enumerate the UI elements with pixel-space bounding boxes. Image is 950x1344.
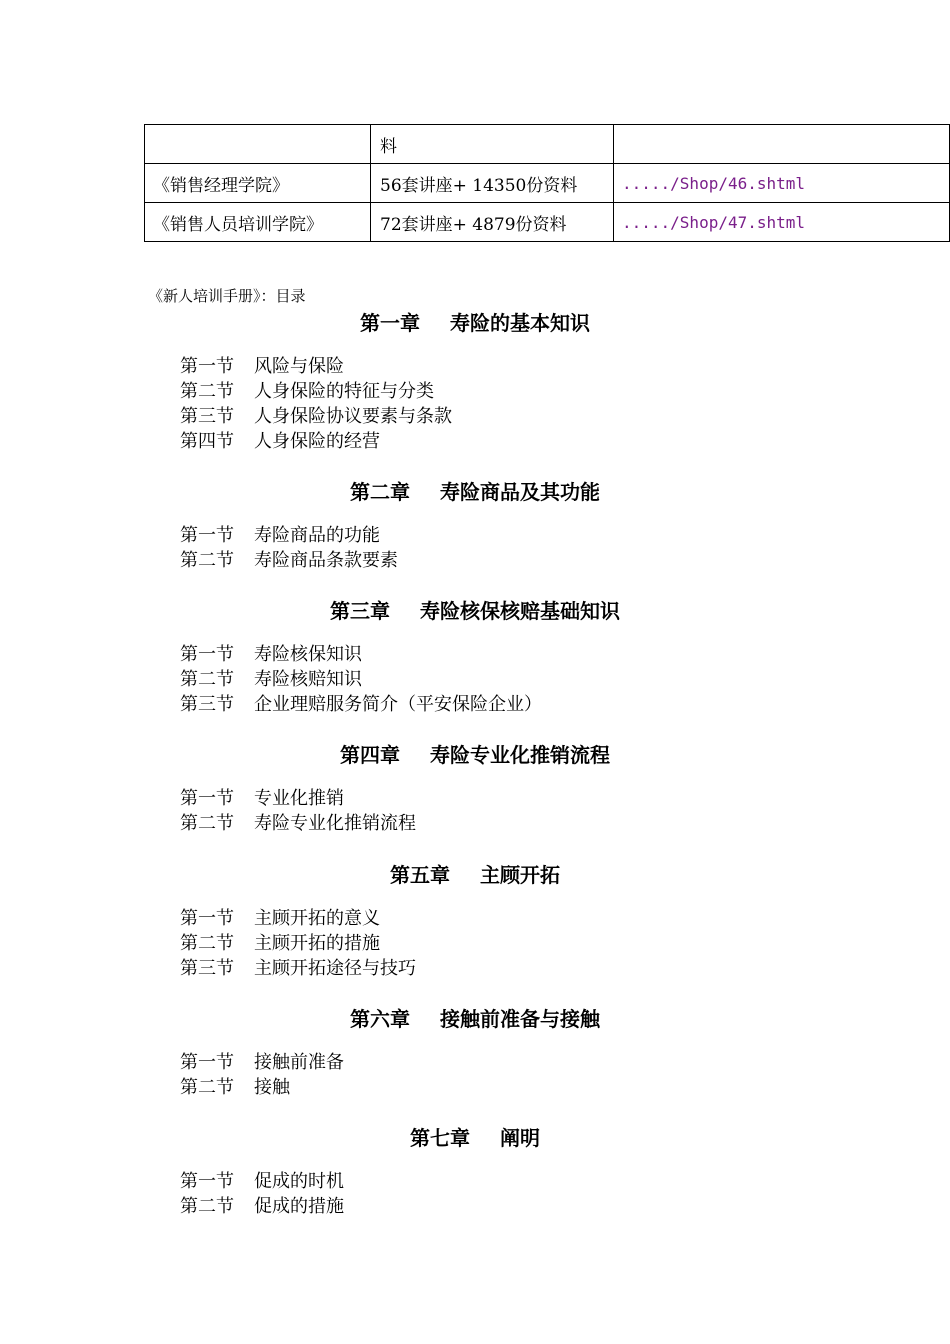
chapter-title: 寿险专业化推销流程 [430, 743, 610, 767]
chapter-number: 第一章 [360, 311, 420, 335]
resource-table [144, 124, 950, 242]
chapter-heading-1 [0, 307, 950, 336]
section-item [180, 354, 344, 379]
chapter-title: 接触前准备与接触 [440, 1007, 600, 1031]
section-title: 寿险核赔知识 [254, 669, 362, 690]
section-title: 接触前准备 [254, 1052, 344, 1073]
section-item [180, 1050, 344, 1075]
section-item [180, 429, 380, 454]
section-number: 第二节 [180, 381, 234, 402]
chapter-heading-2 [0, 476, 950, 505]
section-number: 第一节 [180, 644, 234, 665]
table-cell-link[interactable]: ...../Shop/47.shtml [614, 203, 950, 242]
section-item [180, 906, 380, 931]
table-row [145, 164, 950, 203]
section-title: 寿险商品条款要素 [254, 550, 398, 571]
section-number: 第三节 [180, 694, 234, 715]
section-number: 第一节 [180, 356, 234, 377]
section-title: 风险与保险 [254, 356, 344, 377]
section-title: 接触 [254, 1077, 290, 1098]
section-title: 企业理赔服务简介（平安保险企业） [254, 694, 542, 715]
chapter-heading-3 [0, 595, 950, 624]
chapter-title: 阐明 [500, 1126, 540, 1150]
table-cell-content: 56套讲座+ 14350份资料 [371, 164, 614, 203]
section-item [180, 404, 452, 429]
section-title: 人身保险协议要素与条款 [254, 406, 452, 427]
table-cell-link[interactable]: ...../Shop/46.shtml [614, 164, 950, 203]
chapter-title: 寿险商品及其功能 [440, 480, 600, 504]
section-number: 第二节 [180, 933, 234, 954]
section-number: 第四节 [180, 431, 234, 452]
section-number: 第一节 [180, 1052, 234, 1073]
section-number: 第二节 [180, 813, 234, 834]
chapter-heading-7 [0, 1122, 950, 1151]
section-number: 第三节 [180, 406, 234, 427]
section-number: 第一节 [180, 1171, 234, 1192]
chapter-number: 第四章 [340, 743, 400, 767]
table-cell-name: 《销售经理学院》 [145, 164, 371, 203]
section-item [180, 811, 416, 836]
table-row [145, 203, 950, 242]
section-number: 第一节 [180, 908, 234, 929]
section-number: 第一节 [180, 525, 234, 546]
chapter-heading-4 [0, 739, 950, 768]
chapter-number: 第七章 [410, 1126, 470, 1150]
chapter-heading-6 [0, 1003, 950, 1032]
section-number: 第三节 [180, 958, 234, 979]
table-cell-name: 《销售人员培训学院》 [145, 203, 371, 242]
section-number: 第二节 [180, 1196, 234, 1217]
section-title: 促成的措施 [254, 1196, 344, 1217]
section-item [180, 379, 434, 404]
section-item [180, 548, 398, 573]
section-item [180, 786, 344, 811]
section-number: 第一节 [180, 788, 234, 809]
table-row [145, 125, 950, 164]
table-cell-name [145, 125, 371, 164]
toc-caption: 《新人培训手册》：目录 [148, 287, 306, 305]
section-title: 人身保险的特征与分类 [254, 381, 434, 402]
table-cell-content: 料 [371, 125, 614, 164]
chapter-number: 第三章 [330, 599, 390, 623]
section-title: 寿险核保知识 [254, 644, 362, 665]
chapter-number: 第二章 [350, 480, 410, 504]
section-number: 第二节 [180, 669, 234, 690]
section-title: 寿险专业化推销流程 [254, 813, 416, 834]
table-cell-content: 72套讲座+ 4879份资料 [371, 203, 614, 242]
chapter-number: 第六章 [350, 1007, 410, 1031]
section-title: 人身保险的经营 [254, 431, 380, 452]
section-item [180, 931, 380, 956]
section-title: 主顾开拓途径与技巧 [254, 958, 416, 979]
section-title: 主顾开拓的意义 [254, 908, 380, 929]
section-item [180, 642, 362, 667]
section-title: 专业化推销 [254, 788, 344, 809]
section-title: 寿险商品的功能 [254, 525, 380, 546]
section-number: 第二节 [180, 1077, 234, 1098]
section-title: 主顾开拓的措施 [254, 933, 380, 954]
section-item [180, 692, 542, 717]
chapter-title: 主顾开拓 [480, 863, 560, 887]
section-item [180, 1194, 344, 1219]
section-item [180, 667, 362, 692]
section-item [180, 1169, 344, 1194]
chapter-title: 寿险核保核赔基础知识 [420, 599, 620, 623]
section-number: 第二节 [180, 550, 234, 571]
section-title: 促成的时机 [254, 1171, 344, 1192]
section-item [180, 956, 416, 981]
chapter-number: 第五章 [390, 863, 450, 887]
chapter-title: 寿险的基本知识 [450, 311, 590, 335]
section-item [180, 523, 380, 548]
chapter-heading-5 [0, 859, 950, 888]
table-cell-link [614, 125, 950, 164]
section-item [180, 1075, 290, 1100]
